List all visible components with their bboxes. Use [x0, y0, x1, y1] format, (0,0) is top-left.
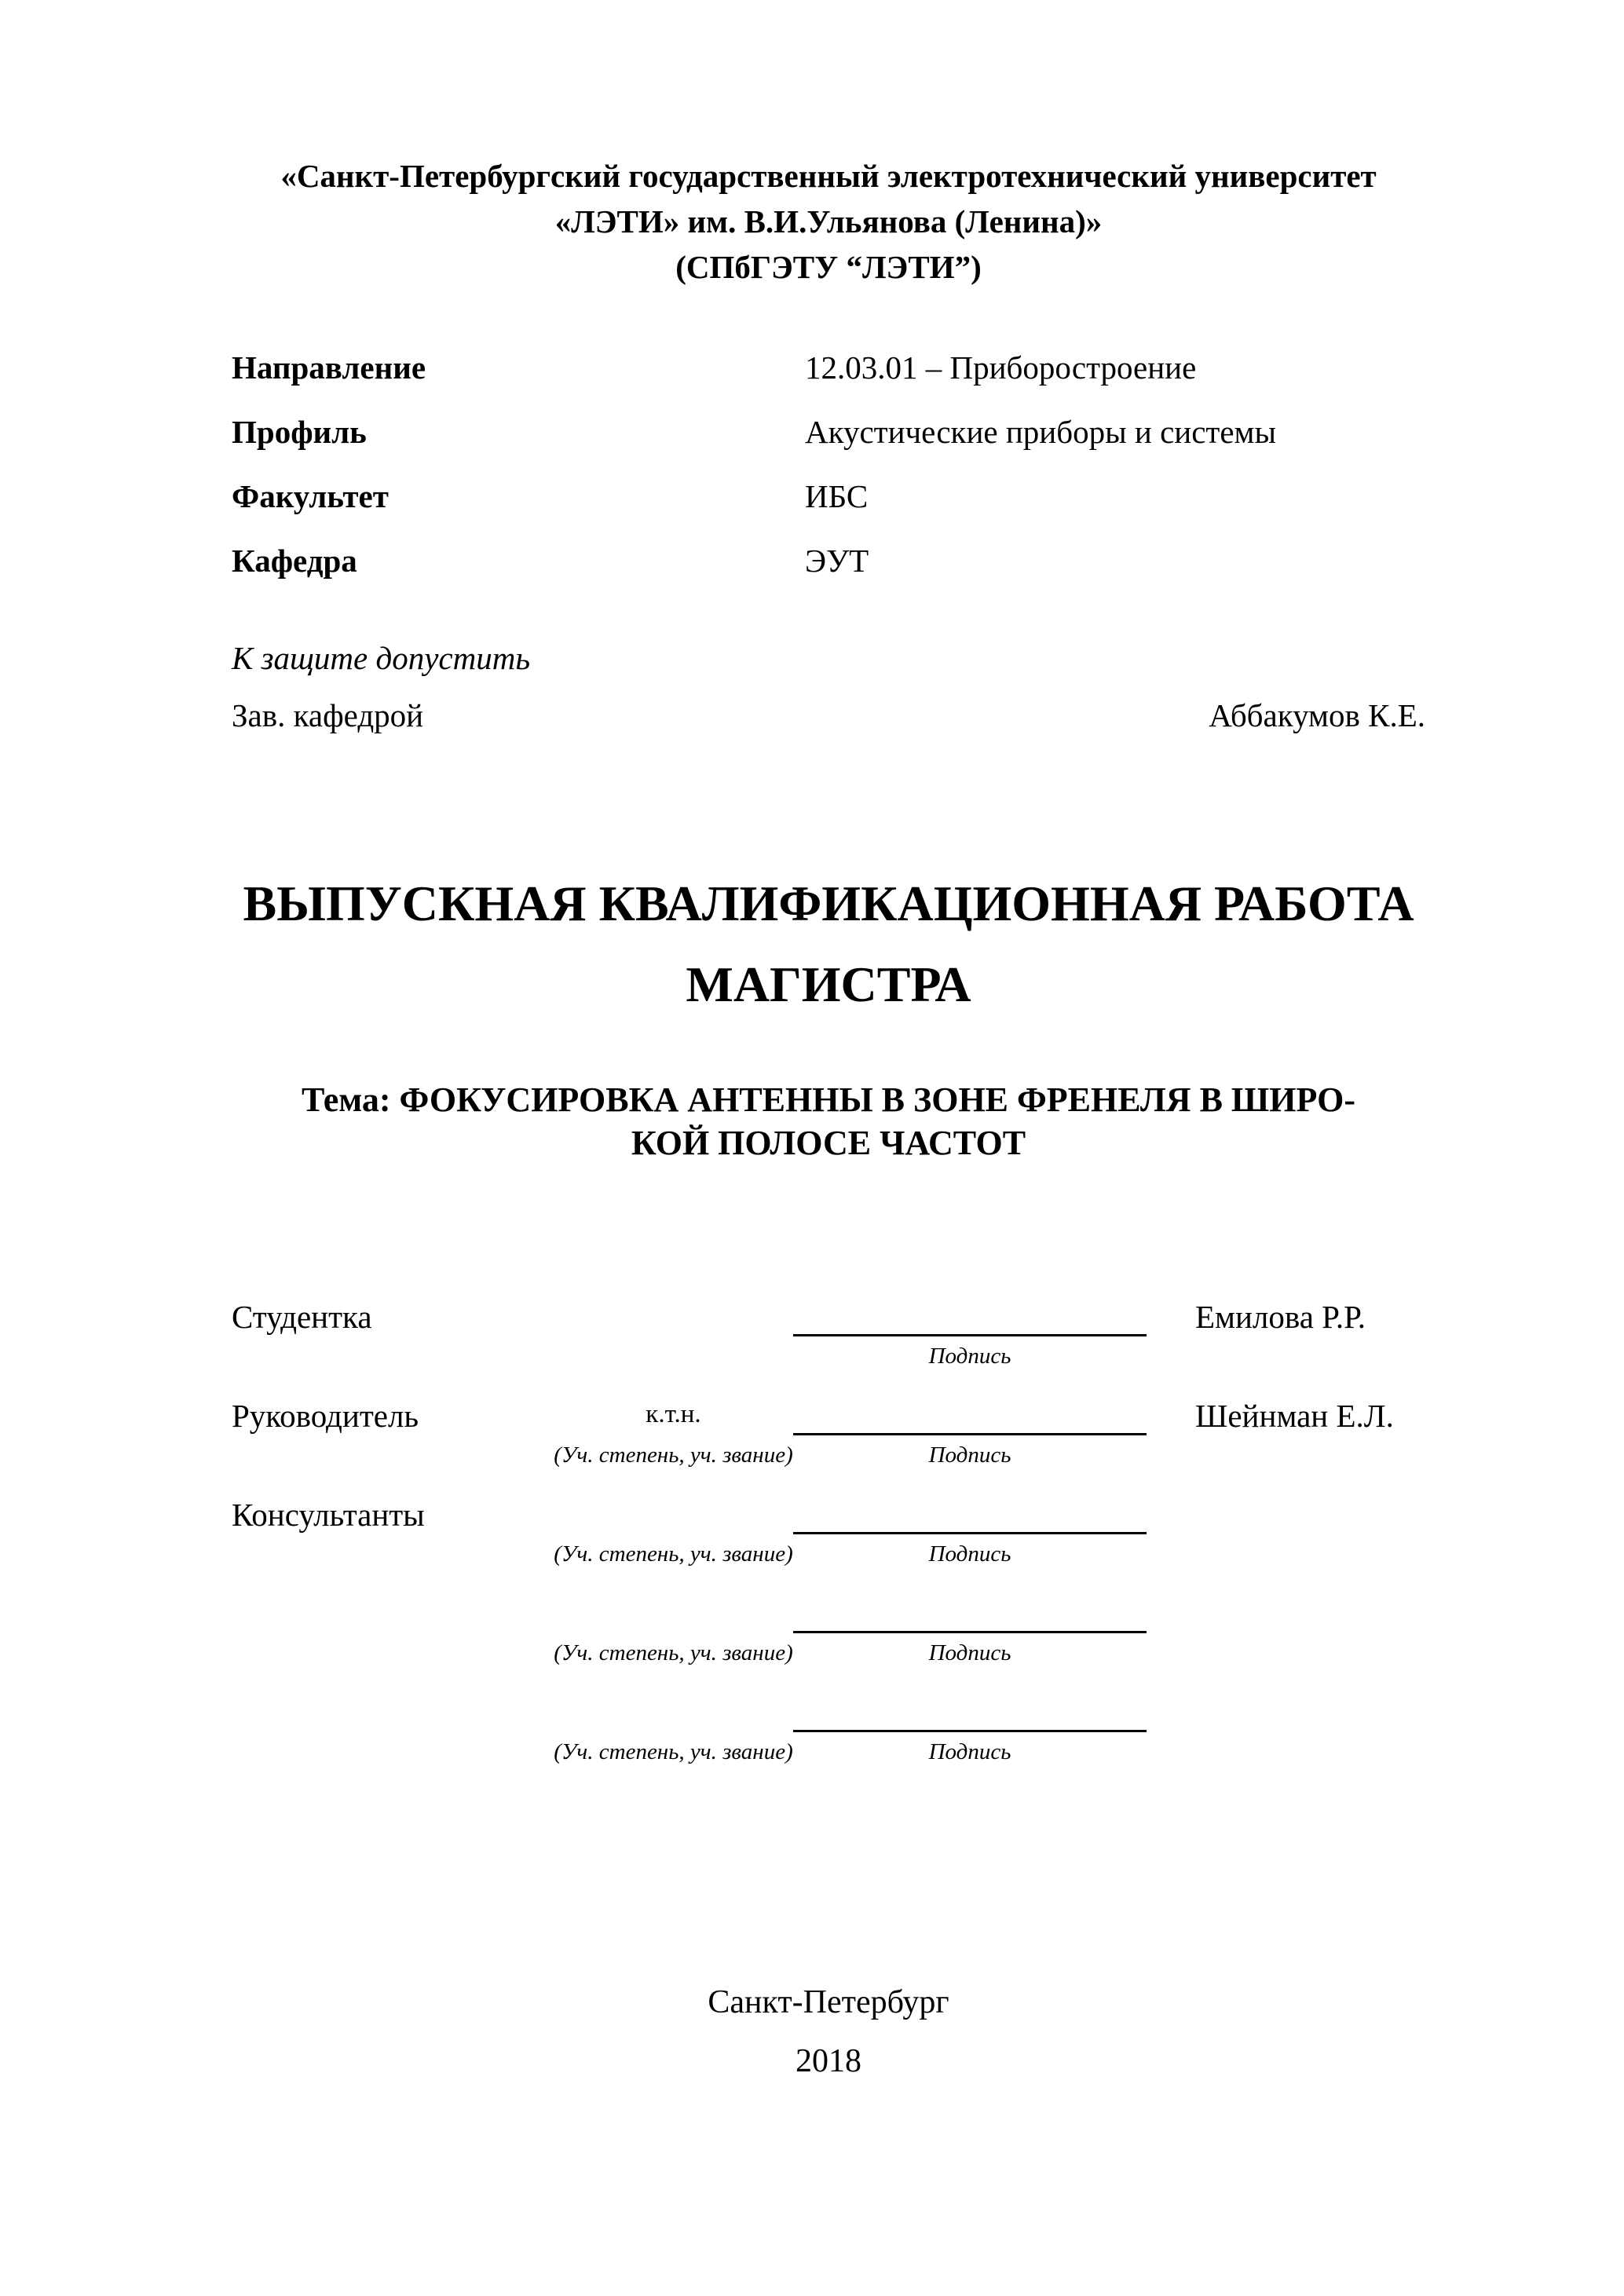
supervisor-degree-value: к.т.н.: [646, 1400, 701, 1428]
consultant-3-degree-cell: [554, 1690, 793, 1767]
department-head-name: Аббакумов К.Е.: [1209, 697, 1425, 733]
student-name: Емилова Р.Р.: [1195, 1299, 1366, 1335]
consultant-1-signature-line: [793, 1492, 1147, 1534]
consultant-2-signature-caption: Подпись: [928, 1640, 1011, 1665]
consultant-2-name: [1147, 1632, 1425, 1668]
student-signature-caption: Подпись: [928, 1344, 1011, 1369]
consultant-2-role-label: [232, 1632, 554, 1668]
student-signature-cell: [793, 1294, 1147, 1371]
consultant-3-signature-cell: [793, 1690, 1147, 1767]
consultant-3-degree-caption: (Уч. степень, уч. звание): [554, 1739, 793, 1764]
work-title: [232, 875, 1425, 1014]
department-value: ЭУТ: [805, 543, 869, 579]
topic-line1: Тема: ФОКУСИРОВКА АНТЕННЫ В ЗОНЕ ФРЕНЕЛЯ В ШИРО-: [302, 1080, 1355, 1119]
department-head-label: Зав. кафедрой: [232, 697, 424, 733]
signature-row-consultant-2: [232, 1591, 1425, 1668]
consultant-1-signature-caption: Подпись: [928, 1541, 1011, 1567]
department-head-row: [232, 697, 1425, 733]
topic-block: [232, 1078, 1425, 1164]
program-row-direction: [232, 349, 1425, 386]
topic-line2: КОЙ ПОЛОСЕ ЧАСТОТ: [631, 1124, 1026, 1162]
consultant-1-degree-caption: (Уч. степень, уч. звание): [554, 1541, 793, 1567]
direction-label: Направление: [232, 349, 426, 386]
university-name-line1: «Санкт-Петербургский государственный электротехнический университет: [280, 158, 1377, 194]
supervisor-degree-caption: (Уч. степень, уч. звание): [554, 1442, 793, 1468]
department-label: Кафедра: [232, 543, 357, 579]
signatures-section: [232, 1294, 1425, 1767]
faculty-value: ИБС: [805, 478, 869, 514]
faculty-label: Факультет: [232, 478, 389, 514]
consultant-1-name: [1147, 1533, 1425, 1569]
student-signature-line: [793, 1294, 1147, 1336]
direction-value: 12.03.01 – Приборостроение: [805, 349, 1197, 386]
footer-city: Санкт-Петербург: [708, 1984, 949, 2020]
supervisor-degree-cell: [554, 1393, 793, 1470]
admission-phrase: К защите допустить: [232, 640, 530, 676]
consultant-3-signature-caption: Подпись: [928, 1739, 1011, 1764]
signature-row-student: [232, 1294, 1425, 1371]
profile-label: Профиль: [232, 414, 367, 450]
supervisor-signature-caption: Подпись: [928, 1442, 1011, 1468]
consultant-3-signature-line: [793, 1690, 1147, 1732]
work-title-line2: МАГИСТРА: [686, 956, 971, 1012]
consultant-2-signature-line: [793, 1591, 1147, 1633]
student-degree-caption: [554, 1336, 793, 1371]
consultant-2-degree-cell: [554, 1591, 793, 1668]
signature-row-supervisor: [232, 1393, 1425, 1470]
consultant-3-name: [1147, 1731, 1425, 1767]
supervisor-signature-cell: [793, 1393, 1147, 1470]
admission-block: [232, 640, 1425, 733]
university-name-line2: «ЛЭТИ» им. В.И.Ульянова (Ленина)»: [554, 203, 1103, 239]
profile-value: Акустические приборы и системы: [805, 414, 1277, 450]
consultant-1-signature-cell: [793, 1492, 1147, 1569]
work-title-line1: ВЫПУСКНАЯ КВАЛИФИКАЦИОННАЯ РАБОТА: [243, 876, 1414, 931]
university-header: [232, 153, 1425, 290]
consultant-1-degree-cell: [554, 1492, 793, 1569]
program-row-profile: [232, 414, 1425, 450]
program-info: [232, 349, 1425, 579]
page-footer: [232, 1983, 1425, 2081]
consultant-3-role-label: [232, 1731, 554, 1767]
student-role-label: Студентка: [232, 1299, 372, 1335]
program-row-faculty: [232, 478, 1425, 514]
signature-row-consultant-1: [232, 1492, 1425, 1569]
supervisor-name: Шейнман Е.Л.: [1195, 1398, 1394, 1434]
consultants-role-label: Консультанты: [232, 1497, 425, 1533]
supervisor-role-label: Руководитель: [232, 1398, 419, 1434]
student-degree-cell: [554, 1294, 793, 1371]
consultant-2-degree-caption: (Уч. степень, уч. звание): [554, 1640, 793, 1665]
consultant-2-signature-cell: [793, 1591, 1147, 1668]
supervisor-signature-line: [793, 1393, 1147, 1435]
signature-row-consultant-3: [232, 1690, 1425, 1767]
program-row-department: [232, 543, 1425, 579]
university-abbreviation: (СПбГЭТУ “ЛЭТИ”): [675, 249, 982, 285]
footer-year: 2018: [796, 2043, 861, 2079]
